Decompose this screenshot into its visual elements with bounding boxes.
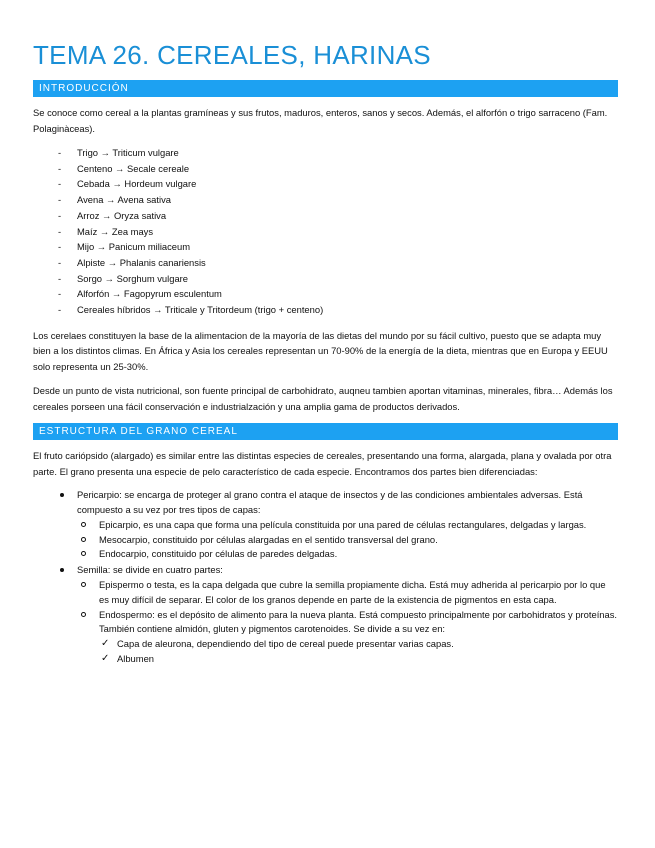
list-item: - Centeno → Secale cereale: [58, 162, 190, 174]
estructura-paragraph-1: El fruto cariópsido (alargado) es similar entre las distintas especies de cereales, presentando una forma, alargada, plana y ovalada por otra parte. El grano presenta una especie de pelo característico de cada especie. Encontramos dos partes bien diferenciadas:: [33, 450, 612, 477]
document-page: [33, 38, 618, 668]
pericarpio-layers: [77, 518, 618, 562]
intro-paragraph-1: Se conoce como cereal a la plantas gramíneas y sus frutos, maduros, enteros, sanos y secos. Además, el alforfón o trigo sarraceno (Fam. Polaginàceas).: [33, 107, 608, 134]
list-item: - Alpiste → Phalanis canariensis: [58, 256, 206, 268]
list-item: Endospermo: es el depósito de alimento para la nueva planta. Está compuesto principalmente por carbohidratos y proteínas. También contiene almidón, gluten y pigmentos carotenoides. Se divide a su vez en: ✓ Capa de aleurona, dependiendo del tipo de cereal puede presentar varias capas. ✓ Albumen: [77, 608, 618, 667]
list-item-semilla: Semilla: se divide en cuatro partes: Epispermo o testa, es la capa delgada que cubre la semilla propiamente dicha. Está muy adherida al pericarpio por lo que es muy difícil de separar. El color de los granos depende en parte de la existencia de pigmentos en esta capa. Endospermo: es el depósito de alimento para la nueva planta. Está compuesto principalmente por carbohidratos y proteínas. También contiene almidón, gluten y pigmentos carotenoides. Se divide a su vez en: ✓ Capa de aleurona, dependiendo del tipo de cereal puede presentar varias capas. ✓ Albumen: [33, 563, 618, 667]
circle-bullet-icon: [81, 551, 86, 556]
cereal-list: [33, 145, 618, 318]
semilla-parts: [77, 578, 618, 667]
list-item: - Mijo → Panicum miliaceum: [58, 241, 191, 253]
list-item: - Cebada → Hordeum vulgare: [58, 178, 197, 190]
list-item: - Cereales híbridos → Triticale y Tritordeum (trigo + centeno): [58, 304, 324, 316]
list-item: ✓ Albumen: [99, 652, 618, 667]
grain-parts-list: [33, 488, 618, 667]
bullet-icon: [60, 568, 64, 572]
circle-bullet-icon: [81, 612, 86, 617]
list-item: - Arroz → Oryza sativa: [58, 209, 167, 221]
endospermo-parts: [99, 637, 618, 667]
page-title: TEMA 26. CEREALES, HARINAS: [33, 40, 431, 70]
list-item: Epicarpio, es una capa que forma una película constituida por una pared de células rectangulares, delgadas y largas.: [77, 518, 618, 533]
bullet-icon: [60, 493, 64, 497]
list-item: - Avena → Avena sativa: [58, 194, 171, 206]
section-heading-introduccion: INTRODUCCIÓN: [33, 80, 618, 97]
circle-bullet-icon: [81, 537, 86, 542]
list-item: Endocarpio, constituido por células de paredes delgadas.: [77, 547, 618, 562]
list-item: - Sorgo → Sorghum vulgare: [58, 272, 188, 284]
intro-paragraph-2: Los cerelaes constituyen la base de la alimentacion de la mayoría de las dietas del mundo por su fácil cultivo, puesto que se adapta muy bien a los distintos climas. En África y Asia los cereales representan un 70-90% de la energía de la dieta, mientras que en Europa y EEUU solo representa un 25-30%.: [33, 329, 608, 372]
circle-bullet-icon: [81, 582, 86, 587]
list-item: Epispermo o testa, es la capa delgada que cubre la semilla propiamente dicha. Está muy adherida al pericarpio por lo que es muy difícil de separar. El color de los granos depende en parte de la existencia de pigmentos en esta capa.: [77, 578, 618, 608]
intro-paragraph-3: Desde un punto de vista nutricional, son fuente principal de carbohidrato, auqneu tambien aportan vitaminas, minerales, fibra… Además los cereales porseen una fácil conservación e industrialzación y una amplia gama de productos derivados.: [33, 385, 613, 412]
check-icon: ✓: [101, 638, 110, 650]
list-item: - Alforfón → Fagopyrum esculentum: [58, 288, 222, 300]
check-icon: ✓: [101, 653, 110, 664]
section-heading-estructura: ESTRUCTURA DEL GRANO CEREAL: [33, 423, 618, 440]
list-item: - Trigo → Triticum vulgare: [58, 147, 179, 158]
list-item: Mesocarpio, constituido por células alargadas en el sentido transversal del grano.: [77, 533, 618, 548]
list-item: ✓ Capa de aleurona, dependiendo del tipo de cereal puede presentar varias capas.: [99, 637, 618, 652]
list-item: - Maíz → Zea mays: [58, 225, 154, 237]
circle-bullet-icon: [81, 522, 86, 527]
list-item-pericarpio: Pericarpio: se encarga de proteger al grano contra el ataque de insectos y de las condiciones ambientales adversas. Está compuesto a su vez por tres tipos de capas: Epicarpio, es una capa que forma una película constituida por una pared de células rectangulares, delgadas y largas. Mesocarpio, constituido por células alargadas en el sentido transversal del grano. Endocarpio, constituido por células de paredes delgadas.: [33, 488, 618, 562]
